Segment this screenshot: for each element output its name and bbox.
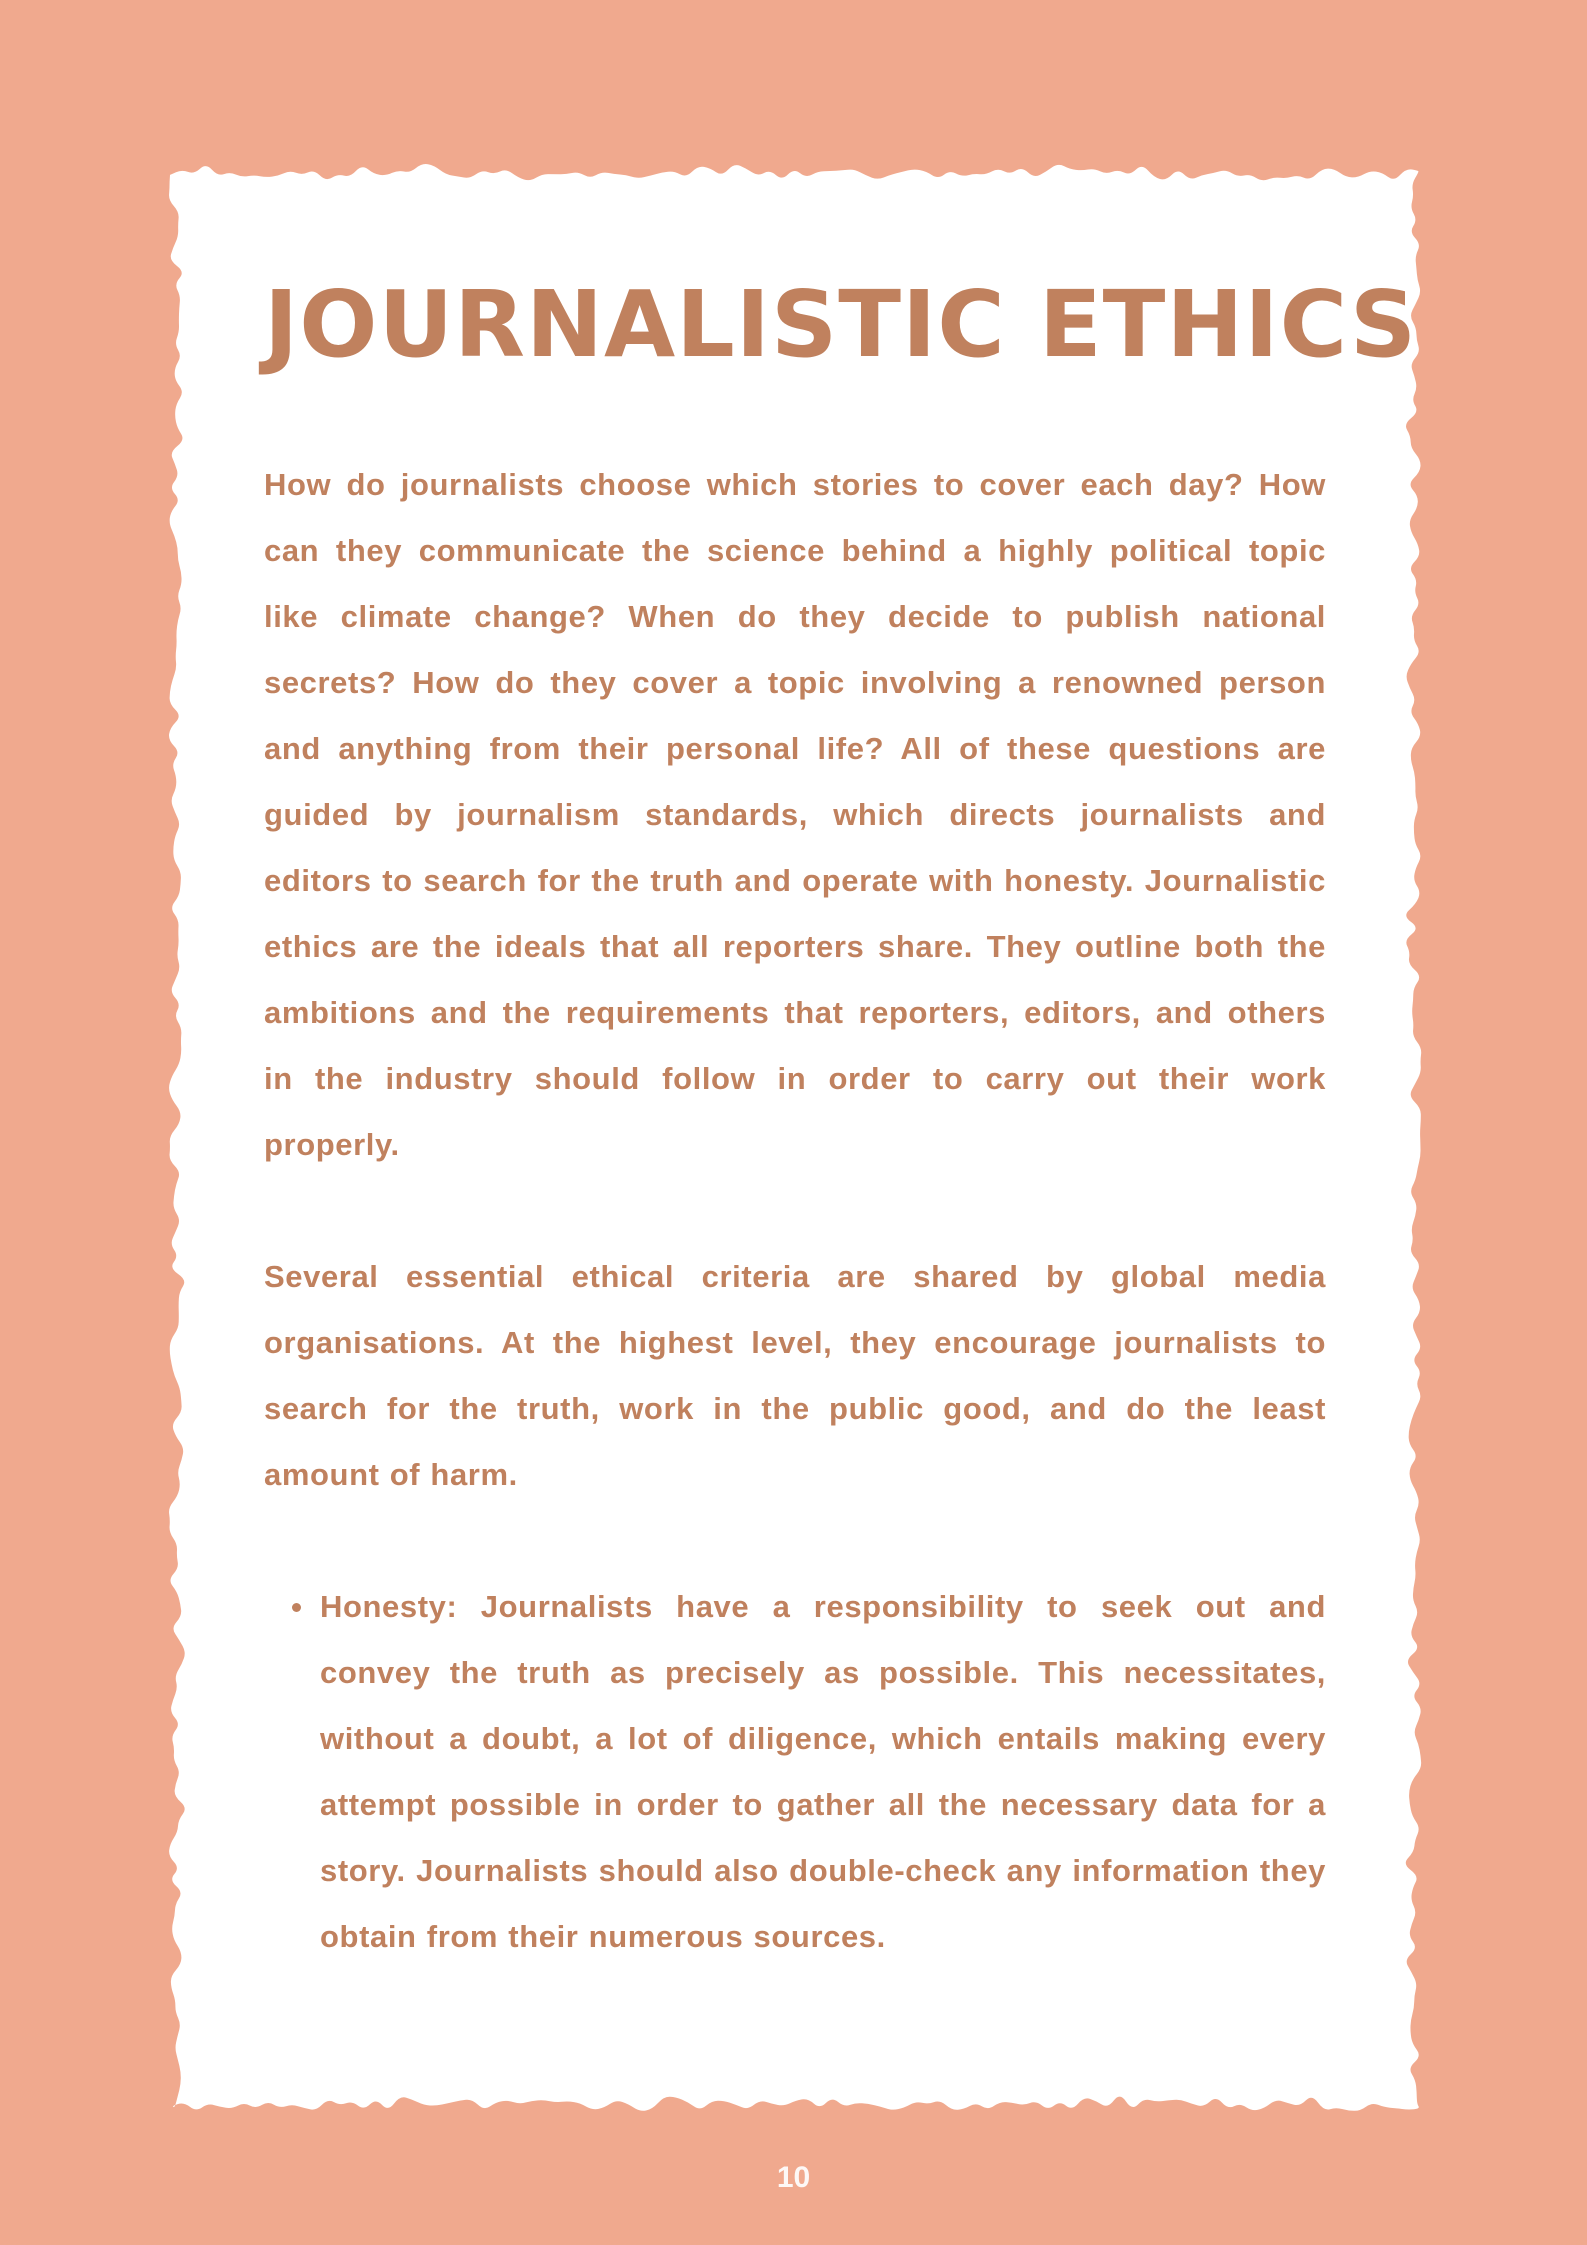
list-item-text: Honesty: Journalists have a responsibility to seek out and convey the truth as precisely as possible. This necessitates, without a doubt, a lot of diligence, which entails making every attempt possible in order to gather all the necessary data for a story. Journalists should also double-check any information they obtain from their numerous sources. [320,1589,1326,1954]
criteria-paragraph: Several essential ethical criteria are shared by global media organisations. At the highest level, they encourage journalists to search for the truth, work in the public good, and do the least amount of harm. [264,1259,1326,1492]
page-content [264,270,1418,1970]
bullet-icon [292,1603,301,1612]
page-title: JOURNALISTIC ETHICS [264,271,1418,378]
intro-paragraph: How do journalists choose which stories to cover each day? How can they communicate the science behind a highly political topic like climate change? When do they decide to publish national secrets? How do they cover a topic involving a renowned person and anything from their personal life? All of these questions are guided by journalism standards, which directs journalists and editors to search for the truth and operate with honesty. Journalistic ethics are the ideals that all reporters share. They outline both the ambitions and the requirements that reporters, editors, and others in the industry should follow in order to carry out their work properly. [264,467,1326,1162]
ethics-list [264,1574,1326,1970]
paper-sheet [160,160,1430,2120]
page-number: 10 [776,2161,811,2194]
list-item-honesty [264,1574,1326,1970]
